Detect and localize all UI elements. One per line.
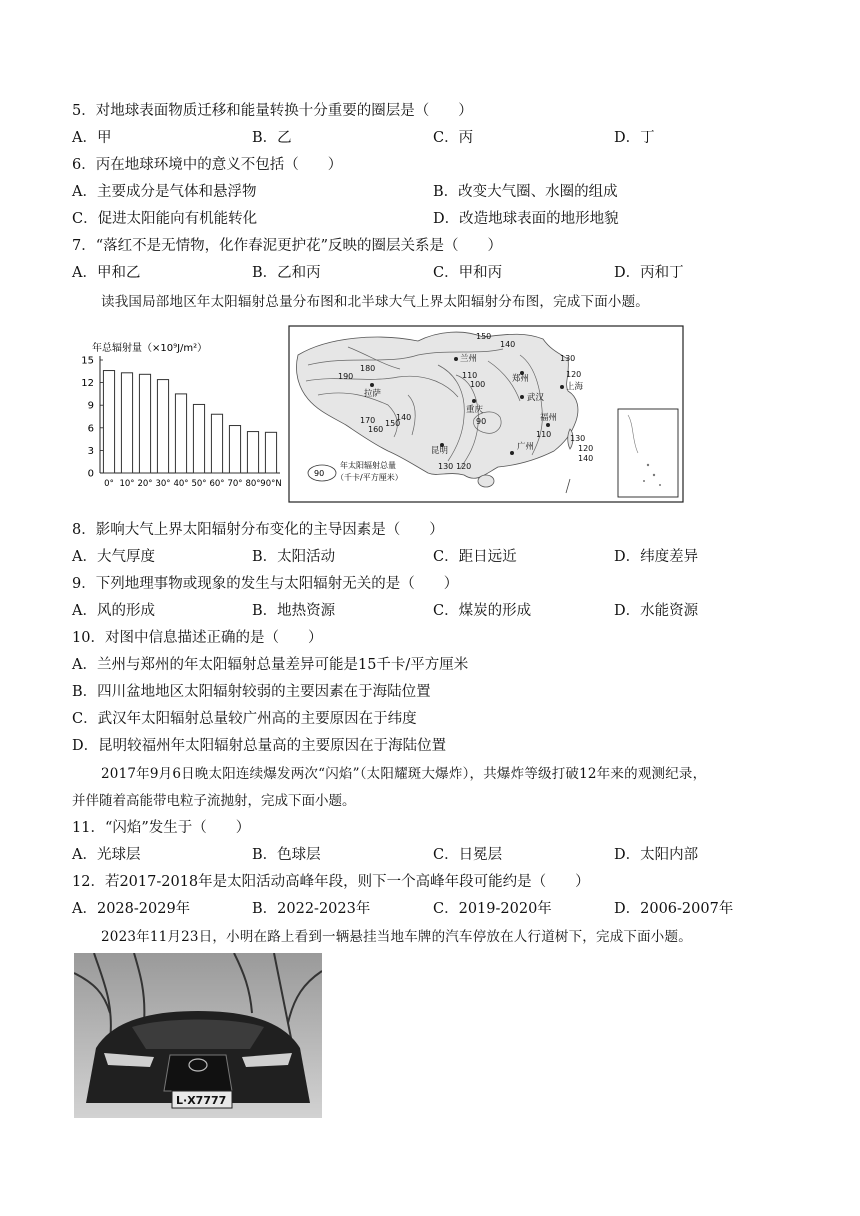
x-tick-label: 40° [173,479,189,489]
question-6-stem: 6．丙在地球环境中的意义不包括（ ） [72,157,343,173]
x-tick-label: 20° [137,479,153,489]
hainan-island [478,475,494,487]
legend-line-1: 年太阳辐射总量 [340,461,396,470]
bar [193,404,204,473]
question-5-option-c: C．丙 [433,130,474,146]
y-tick-label: 15 [81,355,94,367]
contour-label: 110 [536,430,552,439]
question-8-option-d: D．纬度差异 [614,549,699,565]
contour-label: 170 [360,416,376,425]
bar [247,432,258,473]
city-kunming: 昆明 [431,446,449,456]
question-12-option-b: B．2022-2023年 [252,901,371,917]
car-windshield [132,1020,264,1050]
question-10-option-d: D．昆明较福州年太阳辐射总量高的主要原因在于海陆位置 [72,738,447,754]
contour-label: 130 [438,462,454,471]
question-9-option-b: B．地热资源 [252,603,336,619]
contour-label: 120 [578,444,594,453]
y-tick-label: 9 [87,400,94,412]
contour-label: 160 [368,425,384,434]
contour-label: 140 [500,340,516,349]
question-7-stem: 7．“落红不是无情物，化作春泥更护花”反映的圈层关系是（ ） [72,238,503,254]
contour-label: 100 [470,380,486,389]
legend-value: 90 [314,469,325,478]
city-zhengzhou: 郑州 [512,374,530,384]
map-svg [288,325,684,503]
question-10-option-a: A．兰州与郑州的年太阳辐射总量差异可能是15千卡/平方厘米 [72,657,469,673]
x-tick-label: 70° [227,479,243,489]
contour-label: 120 [566,370,582,379]
question-5-stem: 5．对地球表面物质迁移和能量转换十分重要的圈层是（ ） [72,103,473,119]
x-tick-label: 30° [155,479,171,489]
question-6-option-d: D．改造地球表面的地形地貌 [433,211,619,227]
question-8-stem: 8．影响大气上界太阳辐射分布变化的主导因素是（ ） [72,522,444,538]
question-7-option-b: B．乙和丙 [252,265,321,281]
car-grille [164,1055,232,1091]
question-5-option-a: A．甲 [72,130,112,146]
city-guangzhou: 广州 [517,442,535,452]
question-12-stem: 12．若2017-2018年是太阳活动高峰年段，则下一个高峰年段可能约是（ ） [72,874,590,890]
city-shanghai: 上海 [566,382,584,392]
city-wuhan: 武汉 [527,393,545,403]
city-lanzhou: 兰州 [460,354,478,364]
contour-label: 180 [360,364,376,373]
question-10-option-c: C．武汉年太阳辐射总量较广州高的主要原因在于纬度 [72,711,417,727]
y-tick-label: 0 [87,468,94,480]
question-8-option-c: C．距日远近 [433,549,517,565]
bar [175,394,186,473]
contour-label: 150 [385,419,401,428]
license-plate-text: L·X7777 [176,1094,227,1107]
contour-label: 140 [578,454,594,463]
car-intro: 2023年11月23日，小明在路上看到一辆悬挂当地车牌的汽车停放在人行道树下，完成下面小题。 [101,929,692,945]
question-8-option-a: A．大气厚度 [72,549,155,565]
bar [211,414,222,473]
chart-ylabel: 年总辐射量（×10⁹J/m²） [92,343,208,354]
contour-label: 130 [560,354,576,363]
x-tick-label: 60° [209,479,225,489]
legend-line-2: （千卡/平方厘米） [336,473,403,482]
radiation-intro: 读我国局部地区年太阳辐射总量分布图和北半球大气上界太阳辐射分布图，完成下面小题。 [101,294,649,310]
question-12-option-c: C．2019-2020年 [433,901,552,917]
bar [265,432,276,473]
question-9-stem: 9．下列地理事物或现象的发生与太阳辐射无关的是（ ） [72,576,459,592]
x-tick-label: 90°N [260,479,282,489]
bar [139,374,150,473]
question-8-option-b: B．太阳活动 [252,549,336,565]
question-7-option-c: C．甲和丙 [433,265,503,281]
bar [121,373,132,473]
question-11-option-b: B．色球层 [252,847,321,863]
car-photo [74,953,322,1118]
question-11-stem: 11．“闪焰”发生于（ ） [72,820,251,836]
y-tick-label: 6 [87,423,94,435]
radiation-bar-chart [74,333,286,493]
bar [229,426,240,473]
x-tick-label: 10° [119,479,135,489]
contour-label: 140 [396,413,412,422]
city-lasa: 拉萨 [364,389,382,399]
bar-chart-svg [74,333,286,493]
contour-label: 120 [456,462,472,471]
question-11-option-c: C．日冕层 [433,847,503,863]
x-tick-label: 50° [191,479,207,489]
car-photo-svg [74,953,322,1118]
flare-intro-line-2: 并伴随着高能带电粒子流抛射，完成下面小题。 [72,793,356,809]
question-7-option-d: D．丙和丁 [614,265,684,281]
contour-label: 90 [476,417,487,426]
south-sea-inset [618,409,678,497]
y-tick-label: 12 [81,378,94,390]
question-9-option-a: A．风的形成 [72,603,155,619]
question-11-option-a: A．光球层 [72,847,141,863]
question-7-option-a: A．甲和乙 [72,265,141,281]
question-12-option-d: D．2006-2007年 [614,901,734,917]
question-11-option-d: D．太阳内部 [614,847,699,863]
question-10-stem: 10．对图中信息描述正确的是（ ） [72,630,323,646]
question-12-option-a: A．2028-2029年 [72,901,191,917]
flare-intro-line-1: 2017年9月6日晚太阳连续爆发两次“闪焰”（太阳耀斑大爆炸），共爆炸等级打破12年来的观测纪录， [101,766,707,782]
x-tick-label: 0° [104,479,114,489]
question-6-option-a: A．主要成分是气体和悬浮物 [72,184,257,200]
question-6-option-c: C．促进太阳能向有机能转化 [72,211,258,227]
city-fuzhou: 福州 [540,413,558,423]
y-tick-label: 3 [87,445,94,457]
bar [103,371,114,473]
question-5-option-d: D．丁 [614,130,655,146]
city-chongqing: 重庆 [466,405,484,415]
question-9-option-d: D．水能资源 [614,603,699,619]
contour-label: 110 [462,371,478,380]
question-9-option-c: C．煤炭的形成 [433,603,532,619]
contour-label: 150 [476,332,492,341]
china-radiation-map [288,325,684,503]
question-5-option-b: B．乙 [252,130,292,146]
x-tick-label: 80° [245,479,261,489]
question-6-option-b: B．改变大气圈、水圈的组成 [433,184,618,200]
question-10-option-b: B．四川盆地地区太阳辐射较弱的主要因素在于海陆位置 [72,684,431,700]
bar [157,380,168,473]
contour-label: 130 [570,434,586,443]
contour-label: 190 [338,372,354,381]
